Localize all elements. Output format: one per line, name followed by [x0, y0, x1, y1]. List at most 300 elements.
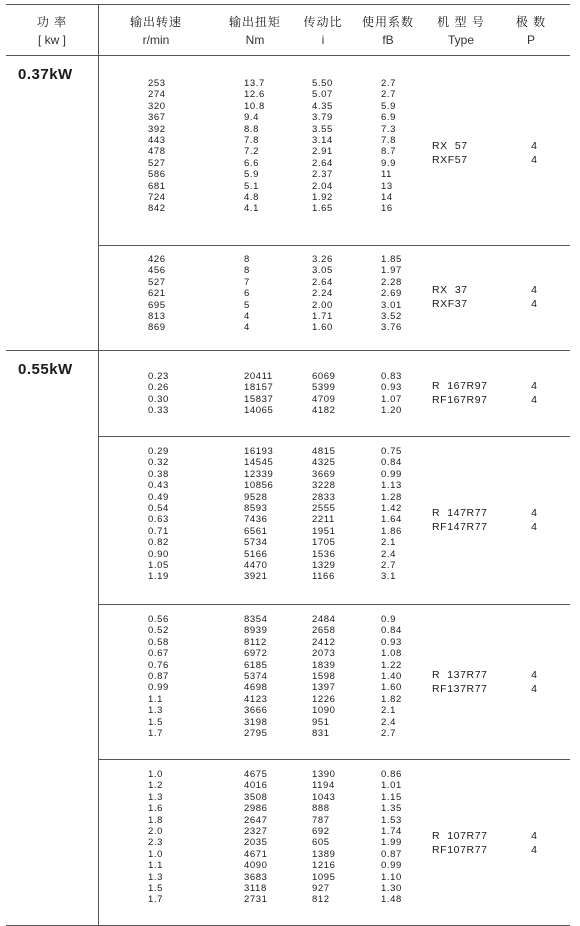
- type-cell: RXF37: [432, 298, 468, 310]
- speed-cell: 426: [148, 254, 166, 265]
- speed-column: [148, 254, 166, 334]
- torque-cell: 20411: [244, 371, 273, 382]
- torque-cell: 12339: [244, 468, 274, 480]
- speed-cell: 0.30: [148, 393, 169, 405]
- ratio-cell: 1043: [312, 791, 336, 803]
- header-ratio: [296, 13, 350, 49]
- torque-column: [244, 446, 273, 583]
- ratio-cell: 1090: [312, 705, 336, 717]
- speed-cell: 0.56: [148, 614, 169, 625]
- torque-cell: 14545: [244, 457, 274, 469]
- ratio-cell: 3.79: [312, 112, 333, 124]
- ratio-cell: 3228: [312, 480, 336, 492]
- poles-cell: 4: [531, 507, 537, 519]
- ratio-cell: 3.05: [312, 265, 333, 277]
- group-rx37: [98, 245, 570, 350]
- factor-cell: 5.9: [381, 100, 397, 112]
- factor-column: [381, 769, 402, 906]
- speed-cell: 478: [148, 146, 166, 158]
- type-cell: RXF57: [432, 154, 468, 166]
- speed-cell: 2.3: [148, 837, 164, 849]
- poles-cell: 4: [531, 830, 537, 842]
- torque-cell: 3666: [244, 705, 268, 717]
- speed-cell: 1.05: [148, 559, 169, 571]
- torque-cell: 15837: [244, 393, 274, 405]
- factor-cell: 1.30: [381, 882, 402, 894]
- section-0-37kw: [6, 56, 570, 351]
- ratio-cell: 1951: [312, 525, 336, 537]
- factor-cell: 1.35: [381, 803, 402, 815]
- factor-cell: 7.8: [381, 134, 397, 146]
- factor-cell: 8.7: [381, 146, 397, 158]
- ratio-cell: 4815: [312, 446, 336, 457]
- speed-cell: 527: [148, 276, 166, 288]
- torque-cell: 4671: [244, 848, 268, 860]
- speed-column: [148, 614, 169, 739]
- ratio-cell: 6069: [312, 371, 336, 382]
- header-type-unit: Type: [447, 33, 474, 47]
- header-speed-unit: r/min: [142, 33, 170, 47]
- poles-column: [528, 139, 540, 167]
- torque-cell: 4016: [244, 780, 268, 792]
- speed-cell: 0.87: [148, 670, 169, 682]
- poles-column: [528, 829, 540, 857]
- header-factor-unit: fB: [382, 33, 394, 47]
- ratio-cell: 1226: [312, 693, 336, 705]
- ratio-cell: 1329: [312, 559, 336, 571]
- speed-cell: 0.99: [148, 682, 169, 694]
- speed-cell: 724: [148, 191, 166, 203]
- factor-cell: 7.3: [381, 123, 397, 135]
- ratio-cell: 2.04: [312, 180, 333, 192]
- ratio-cell: 4325: [312, 457, 336, 469]
- ratio-cell: 812: [312, 894, 330, 906]
- factor-cell: 16: [381, 203, 393, 215]
- factor-cell: 2.7: [381, 559, 397, 571]
- ratio-cell: 2.37: [312, 169, 333, 181]
- torque-cell: 7.2: [244, 146, 260, 158]
- factor-cell: 1.64: [381, 514, 402, 526]
- header-poles: [506, 13, 556, 49]
- speed-cell: 0.33: [148, 405, 169, 417]
- torque-cell: 6185: [244, 659, 268, 671]
- torque-cell: 5.1: [244, 180, 260, 192]
- speed-cell: 1.0: [148, 769, 164, 780]
- torque-cell: 2986: [244, 803, 268, 815]
- factor-cell: 2.7: [381, 727, 397, 739]
- factor-cell: 1.10: [381, 871, 402, 883]
- torque-cell: 8112: [244, 636, 267, 648]
- ratio-cell: 1390: [312, 769, 336, 780]
- ratio-cell: 2073: [312, 648, 336, 660]
- speed-cell: 0.29: [148, 446, 169, 457]
- factor-cell: 11: [381, 169, 393, 181]
- torque-cell: 13.7: [244, 78, 265, 89]
- factor-cell: 2.1: [381, 705, 397, 717]
- ratio-cell: 605: [312, 837, 330, 849]
- speed-cell: 1.7: [148, 727, 164, 739]
- header-factor-zh: 使用系数: [361, 15, 414, 29]
- factor-cell: 2.28: [381, 276, 402, 288]
- header-poles-unit: P: [526, 33, 535, 47]
- speed-cell: 0.76: [148, 659, 169, 671]
- speed-cell: 0.82: [148, 537, 169, 549]
- torque-cell: 4: [244, 310, 250, 322]
- torque-cell: 4.8: [244, 191, 260, 203]
- type-cell: R 107R77: [432, 830, 488, 842]
- torque-cell: 5: [244, 299, 250, 311]
- torque-cell: 7: [244, 276, 250, 288]
- header-speed: [116, 13, 196, 49]
- type-cell: R 147R77: [432, 507, 488, 519]
- torque-cell: 5.9: [244, 169, 260, 181]
- ratio-cell: 1.71: [312, 310, 333, 322]
- ratio-cell: 927: [312, 882, 330, 894]
- type-column: [432, 668, 488, 696]
- header-torque-unit: Nm: [245, 33, 265, 47]
- torque-cell: 12.6: [244, 89, 265, 101]
- ratio-cell: 1194: [312, 780, 335, 792]
- speed-cell: 392: [148, 123, 166, 135]
- speed-cell: 1.2: [148, 780, 164, 792]
- speed-cell: 0.38: [148, 468, 169, 480]
- header-power: [6, 13, 98, 49]
- speed-cell: 1.19: [148, 571, 169, 583]
- type-column: [432, 829, 488, 857]
- torque-cell: 2647: [244, 814, 268, 826]
- torque-cell: 2731: [244, 894, 268, 906]
- speed-cell: 695: [148, 299, 166, 311]
- ratio-cell: 1839: [312, 659, 336, 671]
- factor-cell: 13: [381, 180, 393, 192]
- torque-cell: 4698: [244, 682, 268, 694]
- group-r167r97: [98, 351, 570, 436]
- factor-cell: 1.42: [381, 502, 402, 514]
- speed-cell: 1.6: [148, 803, 164, 815]
- ratio-cell: 3669: [312, 468, 336, 480]
- header-ratio-zh: 传动比: [303, 15, 343, 29]
- torque-cell: 9528: [244, 491, 268, 503]
- torque-column: [244, 371, 273, 417]
- speed-cell: 1.7: [148, 894, 164, 906]
- speed-column: [148, 769, 163, 906]
- speed-cell: 621: [148, 288, 166, 300]
- ratio-column: [312, 371, 336, 417]
- section-0-55kw: [6, 351, 570, 926]
- ratio-cell: 5.50: [312, 78, 333, 89]
- header-speed-zh: 输出转速: [129, 15, 182, 29]
- type-cell: RX 57: [432, 140, 468, 152]
- torque-cell: 4470: [244, 559, 268, 571]
- ratio-cell: 888: [312, 803, 330, 815]
- gearbox-table: [6, 4, 570, 926]
- ratio-cell: 1.65: [312, 203, 333, 215]
- torque-cell: 6972: [244, 648, 268, 660]
- poles-cell: 4: [531, 284, 537, 296]
- ratio-cell: 1166: [312, 571, 335, 583]
- torque-cell: 8939: [244, 625, 268, 637]
- speed-cell: 813: [148, 310, 166, 322]
- speed-cell: 1.3: [148, 791, 164, 803]
- factor-cell: 2.1: [381, 537, 397, 549]
- type-cell: R 137R77: [432, 669, 488, 681]
- speed-cell: 0.58: [148, 636, 169, 648]
- speed-cell: 0.90: [148, 548, 169, 560]
- ratio-cell: 951: [312, 716, 330, 728]
- ratio-cell: 4182: [312, 405, 336, 417]
- ratio-cell: 2658: [312, 625, 336, 637]
- factor-cell: 1.01: [381, 780, 402, 792]
- ratio-cell: 692: [312, 825, 330, 837]
- ratio-cell: 1095: [312, 871, 336, 883]
- torque-cell: 3118: [244, 882, 267, 894]
- torque-column: [244, 769, 268, 906]
- torque-cell: 3198: [244, 716, 268, 728]
- factor-cell: 0.93: [381, 382, 402, 394]
- poles-column: [528, 668, 540, 696]
- type-column: [432, 379, 488, 407]
- factor-cell: 1.86: [381, 525, 402, 537]
- factor-column: [381, 78, 396, 215]
- power-label: 0.55kW: [18, 361, 73, 378]
- speed-cell: 2.0: [148, 825, 164, 837]
- type-column: [432, 283, 468, 311]
- type-column: [432, 139, 468, 167]
- ratio-column: [312, 769, 336, 906]
- factor-cell: 2.4: [381, 716, 397, 728]
- speed-column: [148, 78, 166, 215]
- torque-cell: 8: [244, 254, 250, 265]
- factor-cell: 14: [381, 191, 393, 203]
- ratio-cell: 3.14: [312, 134, 333, 146]
- torque-cell: 18157: [244, 382, 274, 394]
- type-column: [432, 506, 488, 534]
- ratio-cell: 787: [312, 814, 330, 826]
- ratio-cell: 1.60: [312, 322, 333, 334]
- speed-cell: 0.32: [148, 457, 169, 469]
- torque-cell: 5374: [244, 670, 268, 682]
- factor-cell: 1.28: [381, 491, 402, 503]
- speed-cell: 0.52: [148, 625, 169, 637]
- factor-cell: 0.75: [381, 446, 402, 457]
- factor-cell: 1.85: [381, 254, 402, 265]
- torque-cell: 10.8: [244, 100, 265, 112]
- torque-cell: 14065: [244, 405, 274, 417]
- factor-cell: 3.01: [381, 299, 402, 311]
- group-r147r77: [98, 436, 570, 604]
- factor-cell: 0.87: [381, 848, 402, 860]
- ratio-cell: 1389: [312, 848, 336, 860]
- speed-cell: 586: [148, 169, 166, 181]
- torque-cell: 6561: [244, 525, 268, 537]
- type-cell: R 167R97: [432, 380, 488, 392]
- torque-column: [244, 78, 265, 215]
- group-r137r77: [98, 604, 570, 759]
- ratio-cell: 2.24: [312, 288, 333, 300]
- factor-cell: 0.93: [381, 636, 402, 648]
- ratio-cell: 1216: [312, 860, 336, 872]
- speed-cell: 1.8: [148, 814, 164, 826]
- speed-cell: 0.54: [148, 502, 169, 514]
- speed-cell: 367: [148, 112, 166, 124]
- factor-cell: 2.4: [381, 548, 397, 560]
- ratio-cell: 2.64: [312, 157, 333, 169]
- ratio-cell: 2211: [312, 514, 335, 526]
- factor-cell: 0.86: [381, 769, 402, 780]
- group-r107r77: [98, 759, 570, 925]
- factor-cell: 1.82: [381, 693, 402, 705]
- ratio-column: [312, 254, 333, 334]
- header-type-zh: 机 型 号: [437, 15, 485, 29]
- ratio-cell: 3.55: [312, 123, 333, 135]
- factor-cell: 2.69: [381, 288, 402, 300]
- ratio-cell: 2833: [312, 491, 336, 503]
- factor-cell: 1.48: [381, 894, 402, 906]
- torque-cell: 4.1: [244, 203, 260, 215]
- poles-cell: 4: [531, 380, 537, 392]
- type-cell: RF107R77: [432, 844, 488, 856]
- speed-cell: 0.63: [148, 514, 169, 526]
- ratio-cell: 2484: [312, 614, 336, 625]
- factor-cell: 6.9: [381, 112, 397, 124]
- speed-cell: 527: [148, 157, 166, 169]
- ratio-column: [312, 446, 336, 583]
- ratio-cell: 2555: [312, 502, 336, 514]
- ratio-cell: 4709: [312, 393, 336, 405]
- ratio-cell: 2.64: [312, 276, 333, 288]
- ratio-cell: 5399: [312, 382, 336, 394]
- ratio-cell: 1705: [312, 537, 336, 549]
- speed-cell: 0.26: [148, 382, 169, 394]
- speed-cell: 1.1: [148, 860, 164, 872]
- ratio-cell: 1.92: [312, 191, 333, 203]
- header-torque-zh: 输出扭矩: [228, 15, 281, 29]
- torque-cell: 8593: [244, 502, 268, 514]
- power-label: 0.37kW: [18, 66, 73, 83]
- ratio-cell: 1598: [312, 670, 336, 682]
- speed-cell: 0.67: [148, 648, 169, 660]
- ratio-cell: 2.00: [312, 299, 333, 311]
- factor-cell: 2.7: [381, 78, 397, 89]
- poles-column: [528, 283, 540, 311]
- factor-cell: 1.15: [381, 791, 402, 803]
- torque-cell: 2035: [244, 837, 268, 849]
- speed-cell: 1.0: [148, 848, 164, 860]
- factor-cell: 0.99: [381, 468, 402, 480]
- poles-cell: 4: [531, 683, 537, 695]
- factor-cell: 1.40: [381, 670, 402, 682]
- ratio-cell: 1536: [312, 548, 336, 560]
- speed-cell: 1.3: [148, 705, 164, 717]
- ratio-cell: 3.26: [312, 254, 333, 265]
- ratio-cell: 4.35: [312, 100, 333, 112]
- torque-cell: 3683: [244, 871, 268, 883]
- poles-column: [528, 379, 540, 407]
- type-cell: RX 37: [432, 284, 468, 296]
- speed-cell: 456: [148, 265, 166, 277]
- speed-cell: 443: [148, 134, 166, 146]
- torque-column: [244, 614, 268, 739]
- factor-cell: 1.60: [381, 682, 402, 694]
- factor-cell: 0.99: [381, 860, 402, 872]
- poles-cell: 4: [531, 844, 537, 856]
- speed-cell: 253: [148, 78, 166, 89]
- speed-cell: 842: [148, 203, 166, 215]
- table-header: [6, 4, 570, 56]
- factor-cell: 1.99: [381, 837, 402, 849]
- factor-cell: 3.52: [381, 310, 402, 322]
- type-cell: RF137R77: [432, 683, 488, 695]
- header-power-zh: 功 率: [36, 15, 68, 29]
- torque-cell: 4090: [244, 860, 268, 872]
- speed-cell: 1.5: [148, 716, 164, 728]
- ratio-cell: 1397: [312, 682, 336, 694]
- factor-cell: 3.76: [381, 322, 402, 334]
- torque-cell: 8: [244, 265, 250, 277]
- torque-cell: 2795: [244, 727, 268, 739]
- poles-cell: 4: [531, 298, 537, 310]
- header-ratio-unit: i: [321, 33, 325, 47]
- ratio-column: [312, 78, 333, 215]
- torque-cell: 5734: [244, 537, 268, 549]
- torque-cell: 2327: [244, 825, 268, 837]
- group-rx57: [98, 56, 570, 245]
- poles-cell: 4: [531, 154, 537, 166]
- factor-cell: 0.84: [381, 457, 402, 469]
- torque-cell: 7436: [244, 514, 268, 526]
- speed-cell: 274: [148, 89, 166, 101]
- speed-cell: 0.49: [148, 491, 169, 503]
- factor-cell: 3.1: [381, 571, 397, 583]
- factor-cell: 1.53: [381, 814, 402, 826]
- torque-cell: 4123: [244, 693, 268, 705]
- header-poles-zh: 极 数: [515, 15, 547, 29]
- torque-cell: 8.8: [244, 123, 260, 135]
- torque-cell: 7.8: [244, 134, 260, 146]
- speed-column: [148, 371, 169, 417]
- torque-cell: 5166: [244, 548, 268, 560]
- factor-column: [381, 254, 402, 334]
- header-divider: [98, 5, 99, 55]
- poles-cell: 4: [531, 669, 537, 681]
- type-cell: RF147R77: [432, 521, 488, 533]
- speed-cell: 1.1: [148, 693, 164, 705]
- ratio-cell: 831: [312, 727, 330, 739]
- speed-column: [148, 446, 169, 583]
- torque-cell: 3508: [244, 791, 268, 803]
- speed-cell: 0.71: [148, 525, 169, 537]
- torque-cell: 4675: [244, 769, 268, 780]
- factor-cell: 1.74: [381, 825, 402, 837]
- ratio-cell: 2412: [312, 636, 336, 648]
- poles-column: [528, 506, 540, 534]
- factor-cell: 1.07: [381, 393, 402, 405]
- poles-cell: 4: [531, 521, 537, 533]
- torque-cell: 16193: [244, 446, 274, 457]
- factor-cell: 0.83: [381, 371, 402, 382]
- factor-cell: 1.22: [381, 659, 402, 671]
- factor-column: [381, 614, 402, 739]
- ratio-column: [312, 614, 336, 739]
- factor-cell: 9.9: [381, 157, 397, 169]
- torque-cell: 6.6: [244, 157, 260, 169]
- factor-cell: 2.7: [381, 89, 397, 101]
- speed-cell: 320: [148, 100, 166, 112]
- factor-cell: 0.9: [381, 614, 397, 625]
- factor-column: [381, 446, 402, 583]
- factor-cell: 1.13: [381, 480, 402, 492]
- speed-cell: 869: [148, 322, 166, 334]
